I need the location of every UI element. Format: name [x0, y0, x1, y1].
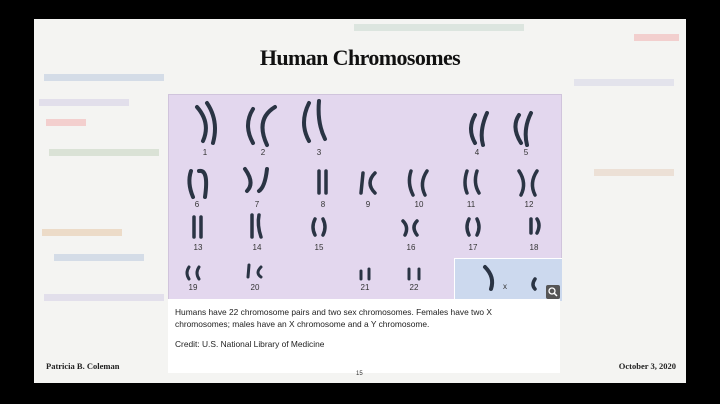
decor-stripe: [44, 294, 164, 301]
chromosome-label-20: 20: [250, 283, 260, 292]
decor-stripe: [44, 74, 164, 81]
figure-caption: [168, 299, 560, 373]
sex-chromosome-panel: [454, 258, 562, 301]
chromosome-label-3: 3: [316, 148, 322, 157]
chromosome-label-11: 11: [466, 200, 476, 209]
chromosome-label-7: 7: [254, 200, 260, 209]
chromosome-label-13: 13: [193, 243, 203, 252]
decor-stripe: [49, 149, 159, 156]
karyotype-figure: [168, 94, 562, 301]
chromosome-label-5: 5: [523, 148, 529, 157]
decor-stripe: [594, 169, 674, 176]
decor-stripe: [46, 119, 86, 126]
chromosome-label-9: 9: [365, 200, 371, 209]
footer-author: Patricia B. Coleman: [46, 361, 120, 371]
chromosome-label-2: 2: [260, 148, 266, 157]
chromosome-label-10: 10: [414, 200, 424, 209]
chromosome-label-1: 1: [202, 148, 208, 157]
sex-chromosome-x-label: x: [503, 282, 507, 291]
slide-title: Human Chromosomes: [259, 45, 461, 70]
decor-stripe: [354, 24, 524, 31]
chromosome-label-6: 6: [194, 200, 200, 209]
slide-number: 15: [356, 371, 363, 377]
chromosome-label-22: 22: [409, 283, 419, 292]
slide: [34, 19, 686, 383]
chromosome-label-21: 21: [360, 283, 370, 292]
decor-stripe: [574, 79, 674, 86]
zoom-button[interactable]: [546, 285, 560, 299]
decor-stripe: [42, 229, 122, 236]
chromosome-label-15: 15: [314, 243, 324, 252]
chromosome-label-12: 12: [524, 200, 534, 209]
chromosome-label-14: 14: [252, 243, 262, 252]
chromosome-label-4: 4: [474, 148, 480, 157]
caption-line-1: Humans have 22 chromosome pairs and two sex chromosomes. Females have two X: [175, 307, 492, 317]
decor-stripe: [634, 34, 679, 41]
chromosome-label-18: 18: [529, 243, 539, 252]
decor-stripe: [54, 254, 144, 261]
chromosome-label-8: 8: [320, 200, 326, 209]
chromosome-label-19: 19: [188, 283, 198, 292]
chromosome-label-16: 16: [406, 243, 416, 252]
decor-stripe: [39, 99, 129, 106]
footer-date: October 3, 2020: [618, 361, 676, 371]
chromosome-label-17: 17: [468, 243, 478, 252]
magnify-icon: [548, 287, 558, 297]
caption-credit: Credit: U.S. National Library of Medicine: [175, 339, 325, 349]
caption-line-2: chromosomes; males have an X chromosome and a Y chromosome.: [175, 319, 430, 329]
